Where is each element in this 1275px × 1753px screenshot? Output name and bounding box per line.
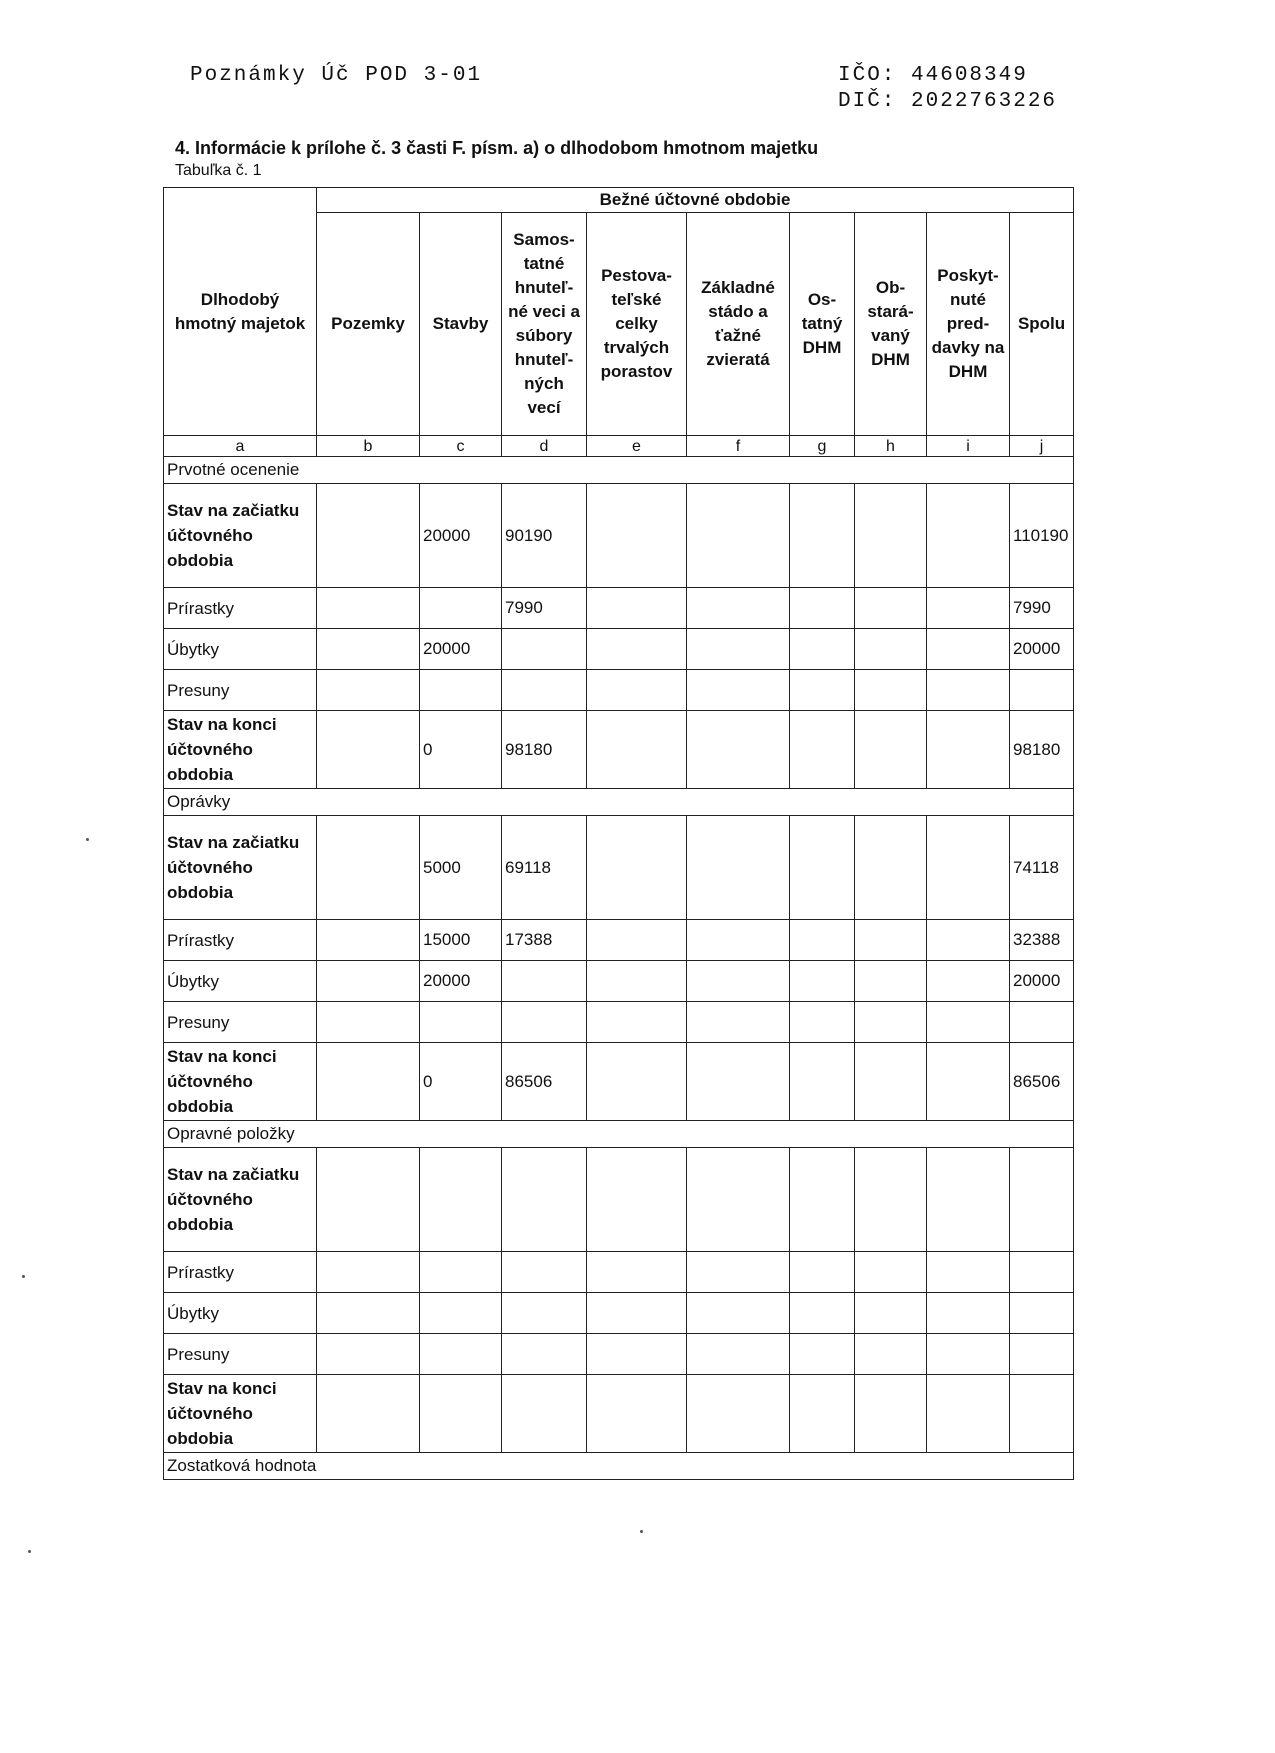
value-cell <box>927 484 1010 588</box>
value-cell <box>587 588 687 629</box>
value-cell <box>927 711 1010 789</box>
value-cell: 98180 <box>502 711 587 789</box>
column-letter: i <box>927 436 1010 457</box>
table-row <box>164 1334 1074 1375</box>
value-cell <box>687 1148 790 1252</box>
value-cell <box>317 1043 420 1121</box>
value-cell <box>687 920 790 961</box>
column-letter: a <box>164 436 317 457</box>
dic-number: DIČ: 2022763226 <box>838 90 1058 113</box>
document-header-left: Poznámky Úč POD 3-01 <box>190 64 483 87</box>
section-title: 4. Informácie k prílohe č. 3 časti F. písm. a) o dlhodobom hmotnom majetku <box>175 138 819 158</box>
value-cell <box>855 961 927 1002</box>
value-cell <box>927 670 1010 711</box>
value-cell <box>855 588 927 629</box>
column-letter: f <box>687 436 790 457</box>
table-row <box>164 484 1074 588</box>
period-header: Bežné účtovné obdobie <box>317 188 1074 213</box>
row-label: Presuny <box>164 1334 317 1375</box>
value-cell <box>687 1375 790 1453</box>
value-cell <box>855 711 927 789</box>
value-cell <box>317 1375 420 1453</box>
scan-speck <box>86 838 89 841</box>
value-cell <box>855 1148 927 1252</box>
column-header: Pestova-teľské celky trvalých porastov <box>587 213 687 436</box>
value-cell <box>687 711 790 789</box>
value-cell <box>587 1043 687 1121</box>
column-letter: j <box>1010 436 1074 457</box>
value-cell <box>1010 1293 1074 1334</box>
asset-table <box>163 187 1074 1480</box>
scan-speck <box>22 1275 25 1278</box>
value-cell: 0 <box>420 711 502 789</box>
value-cell <box>317 1334 420 1375</box>
value-cell <box>420 1375 502 1453</box>
scan-speck <box>28 1550 31 1553</box>
row-label: Stav na konci účtovného obdobia <box>164 711 317 789</box>
value-cell <box>687 629 790 670</box>
value-cell <box>502 670 587 711</box>
value-cell <box>927 816 1010 920</box>
value-cell: 90190 <box>502 484 587 588</box>
table-row <box>164 1043 1074 1121</box>
column-header: Pozemky <box>317 213 420 436</box>
row-label: Prírastky <box>164 920 317 961</box>
column-letter: d <box>502 436 587 457</box>
value-cell <box>1010 1375 1074 1453</box>
row-header-cell: Dlhodobý hmotný majetok <box>164 188 317 436</box>
column-header: Os-tatný DHM <box>790 213 855 436</box>
value-cell: 86506 <box>1010 1043 1074 1121</box>
value-cell <box>855 1002 927 1043</box>
row-label: Stav na konci účtovného obdobia <box>164 1375 317 1453</box>
row-label: Prírastky <box>164 1252 317 1293</box>
value-cell: 86506 <box>502 1043 587 1121</box>
value-cell <box>502 961 587 1002</box>
value-cell <box>855 670 927 711</box>
value-cell <box>790 1252 855 1293</box>
value-cell <box>927 1148 1010 1252</box>
row-label: Stav na začiatku účtovného obdobia <box>164 816 317 920</box>
value-cell: 32388 <box>1010 920 1074 961</box>
value-cell <box>790 1334 855 1375</box>
table-row <box>164 1252 1074 1293</box>
value-cell: 74118 <box>1010 816 1074 920</box>
value-cell <box>587 484 687 588</box>
value-cell <box>420 1334 502 1375</box>
value-cell <box>317 816 420 920</box>
value-cell <box>687 1043 790 1121</box>
value-cell <box>317 711 420 789</box>
value-cell <box>420 1252 502 1293</box>
value-cell <box>587 920 687 961</box>
value-cell <box>502 1334 587 1375</box>
value-cell <box>587 711 687 789</box>
table-row <box>164 670 1074 711</box>
table-row <box>164 1002 1074 1043</box>
row-label: Prírastky <box>164 588 317 629</box>
value-cell: 20000 <box>420 484 502 588</box>
value-cell <box>687 961 790 1002</box>
value-cell <box>420 1293 502 1334</box>
value-cell <box>687 1334 790 1375</box>
value-cell <box>687 1293 790 1334</box>
value-cell: 17388 <box>502 920 587 961</box>
value-cell <box>927 1293 1010 1334</box>
value-cell <box>317 1002 420 1043</box>
column-header: Ob-stará-vaný DHM <box>855 213 927 436</box>
value-cell <box>927 629 1010 670</box>
section-title-row: Opravné položky <box>164 1121 1074 1148</box>
value-cell <box>587 1002 687 1043</box>
value-cell <box>502 1293 587 1334</box>
ico-number: IČO: 44608349 <box>838 64 1028 87</box>
table-row <box>164 1148 1074 1252</box>
table-row <box>164 1375 1074 1453</box>
row-label: Presuny <box>164 670 317 711</box>
value-cell <box>790 670 855 711</box>
value-cell <box>587 816 687 920</box>
value-cell: 110190 <box>1010 484 1074 588</box>
value-cell <box>927 920 1010 961</box>
value-cell <box>927 1043 1010 1121</box>
value-cell <box>317 961 420 1002</box>
value-cell <box>587 1293 687 1334</box>
column-header: Samos-tatné hnuteľ-né veci a súbory hnuteľ-ných vecí <box>502 213 587 436</box>
value-cell <box>790 711 855 789</box>
value-cell <box>502 1002 587 1043</box>
value-cell <box>855 816 927 920</box>
row-label: Stav na začiatku účtovného obdobia <box>164 484 317 588</box>
value-cell <box>502 629 587 670</box>
value-cell <box>790 1148 855 1252</box>
value-cell <box>687 1252 790 1293</box>
value-cell <box>1010 1252 1074 1293</box>
value-cell <box>790 484 855 588</box>
column-letter: c <box>420 436 502 457</box>
column-letter: b <box>317 436 420 457</box>
value-cell <box>855 1293 927 1334</box>
column-header: Stavby <box>420 213 502 436</box>
value-cell <box>790 629 855 670</box>
value-cell <box>587 1252 687 1293</box>
value-cell <box>317 484 420 588</box>
column-letter: g <box>790 436 855 457</box>
value-cell <box>587 1148 687 1252</box>
value-cell <box>587 1375 687 1453</box>
value-cell <box>927 961 1010 1002</box>
row-label: Úbytky <box>164 961 317 1002</box>
row-label: Presuny <box>164 1002 317 1043</box>
value-cell: 20000 <box>420 961 502 1002</box>
value-cell <box>420 588 502 629</box>
table-row <box>164 961 1074 1002</box>
value-cell <box>420 1148 502 1252</box>
value-cell <box>855 920 927 961</box>
value-cell <box>687 816 790 920</box>
section-title-row: Prvotné ocenenie <box>164 457 1074 484</box>
column-header: Poskyt-nuté pred-davky na DHM <box>927 213 1010 436</box>
value-cell: 98180 <box>1010 711 1074 789</box>
row-label: Stav na konci účtovného obdobia <box>164 1043 317 1121</box>
value-cell <box>927 1334 1010 1375</box>
value-cell <box>317 670 420 711</box>
column-header: Spolu <box>1010 213 1074 436</box>
value-cell <box>790 1043 855 1121</box>
value-cell: 7990 <box>1010 588 1074 629</box>
value-cell <box>790 1293 855 1334</box>
value-cell <box>790 588 855 629</box>
value-cell <box>1010 1002 1074 1043</box>
value-cell <box>1010 670 1074 711</box>
value-cell: 20000 <box>420 629 502 670</box>
table-row <box>164 588 1074 629</box>
value-cell <box>587 629 687 670</box>
row-label: Úbytky <box>164 1293 317 1334</box>
table-row <box>164 711 1074 789</box>
value-cell <box>420 670 502 711</box>
value-cell <box>687 588 790 629</box>
column-letter: e <box>587 436 687 457</box>
value-cell: 69118 <box>502 816 587 920</box>
value-cell <box>855 1043 927 1121</box>
value-cell: 0 <box>420 1043 502 1121</box>
value-cell: 20000 <box>1010 629 1074 670</box>
value-cell <box>317 920 420 961</box>
column-header: Základné stádo a ťažné zvieratá <box>687 213 790 436</box>
value-cell <box>927 1002 1010 1043</box>
value-cell <box>927 1252 1010 1293</box>
value-cell <box>687 670 790 711</box>
value-cell <box>1010 1148 1074 1252</box>
value-cell <box>927 1375 1010 1453</box>
value-cell <box>587 1334 687 1375</box>
value-cell: 20000 <box>1010 961 1074 1002</box>
section-title-row: Zostatková hodnota <box>164 1453 1074 1480</box>
value-cell <box>502 1148 587 1252</box>
value-cell <box>317 1293 420 1334</box>
value-cell <box>502 1252 587 1293</box>
value-cell: 5000 <box>420 816 502 920</box>
value-cell: 15000 <box>420 920 502 961</box>
value-cell <box>855 1334 927 1375</box>
value-cell <box>317 629 420 670</box>
value-cell <box>855 1252 927 1293</box>
value-cell <box>855 484 927 588</box>
value-cell <box>317 588 420 629</box>
table-row <box>164 920 1074 961</box>
value-cell <box>790 1002 855 1043</box>
value-cell <box>790 920 855 961</box>
value-cell <box>1010 1334 1074 1375</box>
value-cell <box>790 816 855 920</box>
row-label: Stav na začiatku účtovného obdobia <box>164 1148 317 1252</box>
value-cell <box>855 1375 927 1453</box>
value-cell <box>790 1375 855 1453</box>
column-letter: h <box>855 436 927 457</box>
table-row <box>164 1293 1074 1334</box>
table-row <box>164 629 1074 670</box>
section-title-row: Oprávky <box>164 789 1074 816</box>
value-cell <box>587 961 687 1002</box>
value-cell: 7990 <box>502 588 587 629</box>
value-cell <box>927 588 1010 629</box>
value-cell <box>317 1252 420 1293</box>
row-label: Úbytky <box>164 629 317 670</box>
value-cell <box>420 1002 502 1043</box>
value-cell <box>790 961 855 1002</box>
value-cell <box>317 1148 420 1252</box>
value-cell <box>687 1002 790 1043</box>
scan-speck <box>640 1530 643 1533</box>
table-row <box>164 816 1074 920</box>
value-cell <box>687 484 790 588</box>
table-caption: Tabuľka č. 1 <box>175 162 262 179</box>
value-cell <box>502 1375 587 1453</box>
value-cell <box>855 629 927 670</box>
value-cell <box>587 670 687 711</box>
